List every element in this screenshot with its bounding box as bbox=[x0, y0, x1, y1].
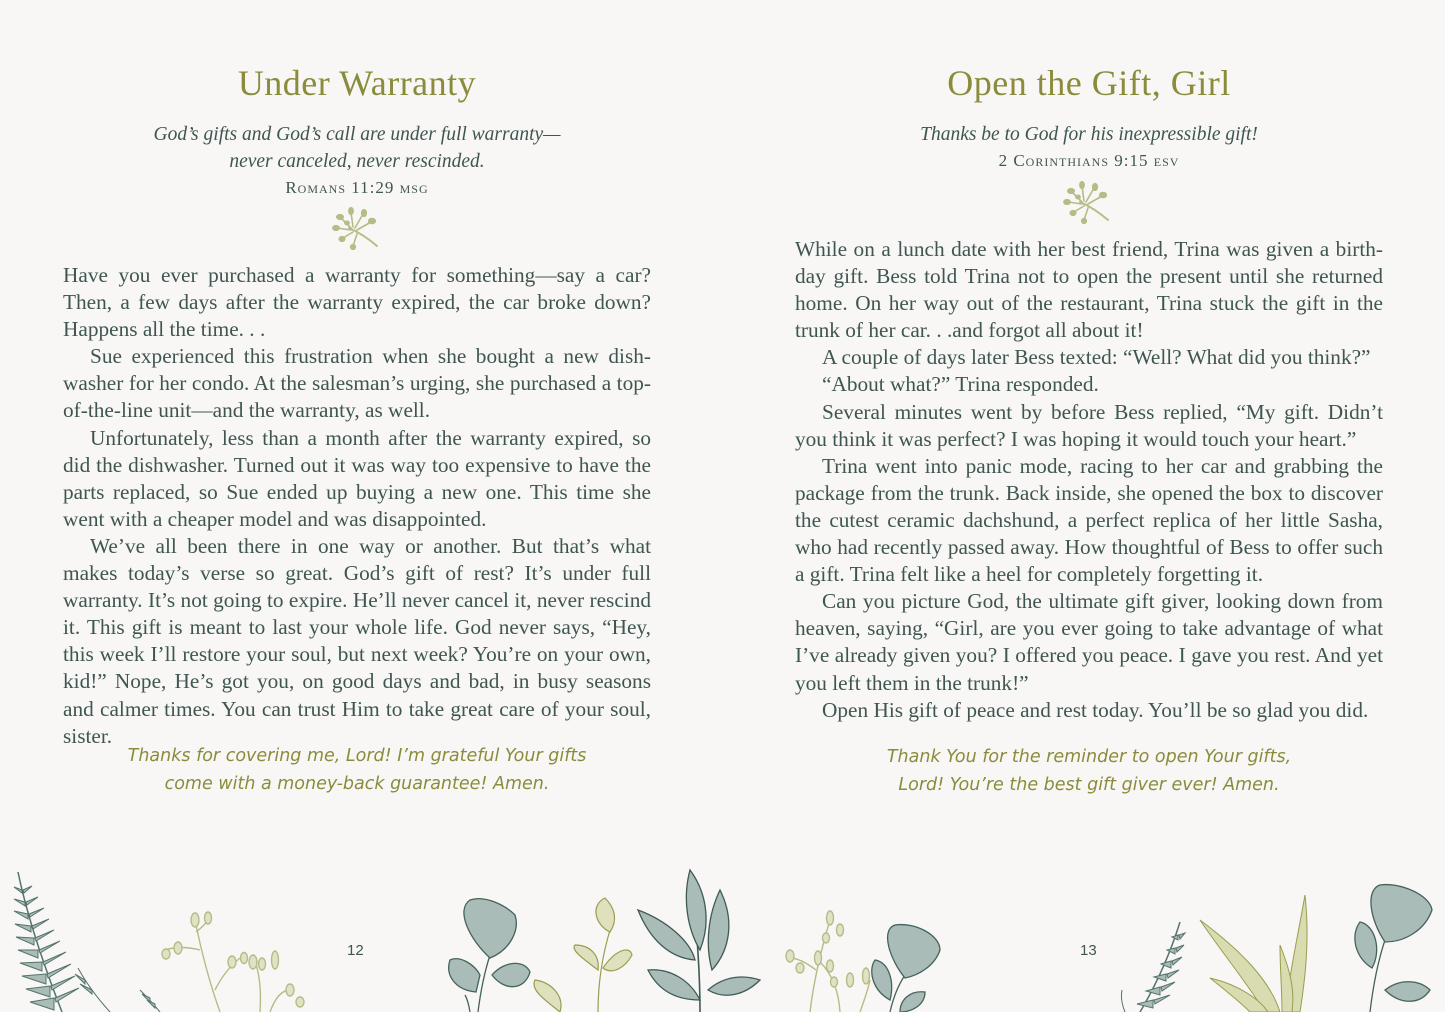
scripture-verse bbox=[63, 121, 651, 201]
prayer-line: Thanks for covering me, Lord! I’m grateful Your gifts bbox=[127, 746, 587, 766]
sprig-ornament-icon bbox=[329, 206, 385, 250]
page-title: Under Warranty bbox=[237, 63, 477, 103]
paragraph: Several minutes went by before Bess replied, “My gift. Didn’t you think it was perfect? I was hoping it would touch your heart.” bbox=[795, 399, 1383, 451]
leaf-branch-icon bbox=[638, 870, 760, 1012]
prayer-line: Thank You for the reminder to open Your gifts, bbox=[886, 747, 1292, 767]
right-page bbox=[795, 0, 1383, 1012]
paragraph: Trina went into panic mode, racing to her car and grabbing the package from the trunk. Back inside, she opened the box to discover the cutest ceramic dachshund, a perfect replica of her little Sasha, who had recently passed away. How thoughtful of Bess to offer such a gift. Trina felt like a heel for completely forgetting it. bbox=[795, 453, 1383, 587]
verse-line: never canceled, never rescinded. bbox=[229, 151, 485, 172]
prayer-line: come with a money-back guarantee! Amen. bbox=[164, 774, 550, 794]
page-number: 12 bbox=[347, 942, 364, 959]
paragraph: While on a lunch date with her best friend, Trina was given a birthday gift. Bess told Trina not to open the present until she returned home. On her way out of the restaurant, Trina stuck the gift in the trunk of her car. . .and forgot all about it! bbox=[795, 237, 1383, 343]
sprig-ornament-icon bbox=[1060, 180, 1116, 224]
paragraph: Can you picture God, the ultimate gift giver, looking down from heaven, saying, “Girl, are you ever going to take advantage of what I’ve already given you? I offered you peace. I gave you rest. And yet you left them in the trunk!” bbox=[795, 589, 1383, 695]
paragraph: “About what?” Trina responded. bbox=[822, 372, 1099, 397]
paragraph: Sue experienced this frustration when she bought a new dishwasher for her condo. At the salesman’s urging, she purchased a top-of-the-line unit—and the warranty, as well. bbox=[63, 344, 651, 423]
page-number: 13 bbox=[1080, 942, 1097, 959]
paragraph: A couple of days later Bess texted: “Well? What did you think?” bbox=[822, 345, 1371, 370]
closing-prayer bbox=[795, 743, 1383, 799]
prayer-line: Lord! You’re the best gift giver ever! Amen. bbox=[898, 775, 1280, 795]
paragraph: Unfortunately, less than a month after the warranty expired, so did the dishwasher. Turned out it was way too expensive to have the parts replaced, so Sue ended up buying a new one. This time she went with a cheaper model and was disappointed. bbox=[63, 425, 651, 531]
verse-line: God’s gifts and God’s call are under full warranty— bbox=[153, 124, 561, 145]
verse-line: Thanks be to God for his inexpressible gift! bbox=[920, 124, 1258, 145]
verse-reference: 2 Corinthians 9:15 esv bbox=[998, 151, 1180, 170]
devotional-body bbox=[63, 262, 651, 750]
left-page bbox=[63, 0, 651, 1012]
page-title: Open the Gift, Girl bbox=[947, 63, 1231, 103]
paragraph: We’ve all been there in one way or another. But that’s what makes today’s verse so great. God’s gift of rest? It’s under full warranty. It’s not going to expire. He’ll never cancel it, never rescind it. This gift is meant to last your whole life. God never says, “Hey, this week I’ll restore your soul, but next week? You’re on your own, kid!” Nope, He’s got you, on good days and bad, in busy seasons and calmer times. You can trust Him to take great care of your soul, sister. bbox=[63, 533, 651, 748]
paragraph: Open His gift of peace and rest today. You’ll be so glad you did. bbox=[822, 697, 1369, 722]
scripture-verse bbox=[795, 121, 1383, 174]
paragraph: Have you ever purchased a warranty for something—say a car? Then, a few days after the warranty expired, the car broke down? Happens all the time. . . bbox=[63, 263, 651, 342]
closing-prayer bbox=[63, 742, 651, 798]
verse-reference: Romans 11:29 msg bbox=[285, 178, 429, 197]
devotional-body bbox=[795, 236, 1383, 724]
